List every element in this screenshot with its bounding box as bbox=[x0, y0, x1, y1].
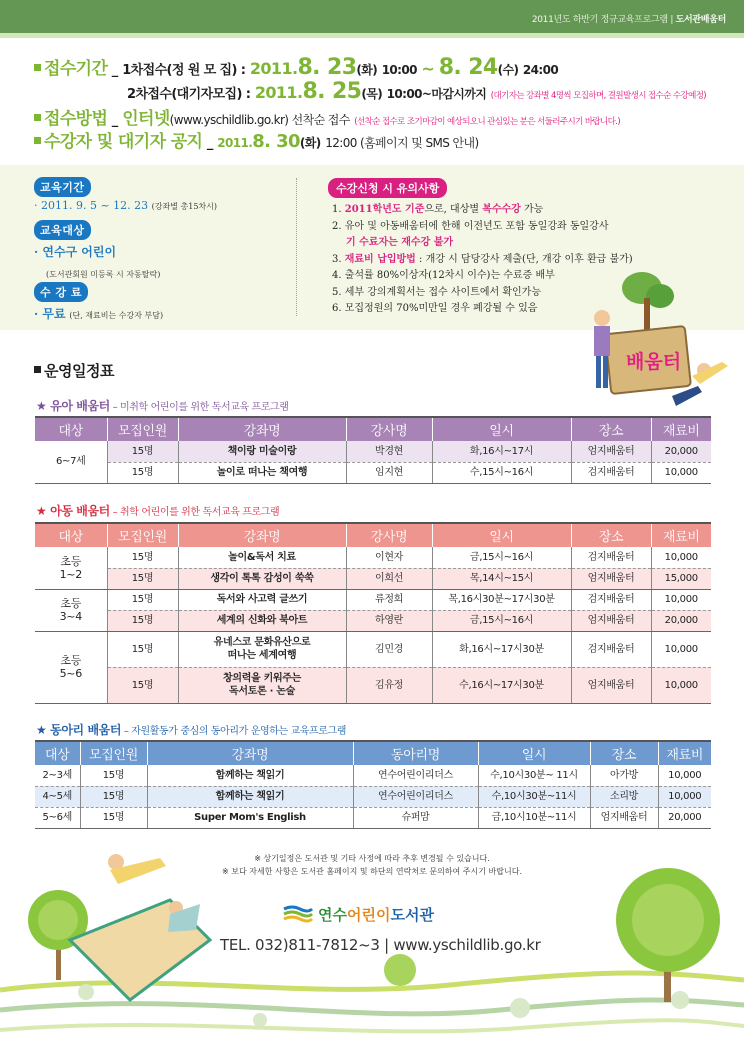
footer-note: ※ 상기일정은 도서관 및 기타 사정에 따라 추후 변경될 수 있습니다. bbox=[254, 854, 490, 863]
count-cell: 15명 bbox=[107, 631, 178, 667]
rule-highlight: 복수수강 bbox=[482, 204, 521, 215]
second-date: 8. 25 bbox=[302, 79, 362, 104]
caption-separator: | bbox=[667, 15, 676, 25]
time-cell: 수,10시30분~ 11시 bbox=[478, 765, 590, 786]
method-label: 접수방법 bbox=[44, 109, 108, 129]
col-header: 대상 bbox=[35, 741, 80, 765]
col-header: 강사명 bbox=[346, 523, 432, 547]
place-cell: 아가방 bbox=[590, 765, 658, 786]
method-url: (www.yschildlib.go.kr) 선착순 접수 bbox=[169, 113, 350, 127]
target-group-cell: 4~5세 bbox=[35, 786, 80, 807]
infant-schedule-table bbox=[35, 416, 711, 484]
second-day: (목) bbox=[361, 87, 383, 101]
info-divider bbox=[296, 178, 297, 316]
col-header: 일시 bbox=[478, 741, 590, 765]
col-header: 강좌명 bbox=[178, 417, 346, 441]
fee-label: 수 강 료 bbox=[34, 282, 88, 302]
first-time: 10:00 bbox=[381, 63, 417, 77]
teacher-cell: 박경현 bbox=[346, 441, 432, 462]
rule-item bbox=[332, 235, 633, 252]
col-header: 모집인원 bbox=[107, 417, 178, 441]
time-cell: 목,14시~15시 bbox=[432, 568, 571, 589]
sign-text: 배움터 bbox=[626, 351, 682, 373]
first-end-time: 24:00 bbox=[522, 63, 559, 77]
second-round-label: 2차접수(대기자모집) : bbox=[127, 87, 251, 102]
second-time: 10:00~마감시까지 bbox=[386, 87, 487, 101]
rule-number: 5. bbox=[332, 286, 342, 298]
col-header: 모집인원 bbox=[80, 741, 147, 765]
edu-period-value: · 2011. 9. 5 ~ 12. 23 bbox=[34, 199, 149, 212]
infant-subtitle: – 미취학 어린이를 위한 독서교육 프로그램 bbox=[109, 402, 289, 413]
second-note: (대기자는 강좌별 4명씩 모집하며, 결원발생시 접수순 수강예정) bbox=[490, 91, 707, 101]
col-header: 대상 bbox=[35, 523, 107, 547]
course-cell: 놀이&독서 치료 bbox=[178, 547, 346, 568]
rule-item bbox=[332, 202, 633, 219]
target-note-text: (도서관회원 미등록 시 자동탈락) bbox=[46, 270, 161, 279]
club-cell: 연수어린이리더스 bbox=[353, 765, 478, 786]
infant-title: ★ 유아 배움터 bbox=[36, 399, 110, 413]
place-cell: 엄지배움터 bbox=[571, 667, 651, 703]
fee-cell: 10,000 bbox=[658, 786, 711, 807]
fee-note: (단, 재료비는 수강자 부담) bbox=[69, 311, 164, 320]
notice-detail: 12:00 (홈페이지 및 SMS 안내) bbox=[325, 136, 479, 150]
rule-number: 1. bbox=[332, 204, 342, 215]
col-header: 강사명 bbox=[346, 417, 432, 441]
table-row bbox=[35, 462, 711, 483]
fee-cell: 20,000 bbox=[658, 807, 711, 828]
teacher-cell: 이희선 bbox=[346, 568, 432, 589]
count-cell: 15명 bbox=[107, 667, 178, 703]
schedule-title-text: 운영일정표 bbox=[44, 362, 114, 380]
logo-text-1: 연수 bbox=[318, 906, 347, 924]
col-header: 일시 bbox=[432, 417, 571, 441]
rule-text: 으로, 대상별 bbox=[424, 204, 483, 215]
group-line: 초등 bbox=[60, 597, 82, 610]
rule-highlight: 2011학년도 기준 bbox=[344, 204, 425, 215]
place-cell: 엄지배움터 bbox=[571, 568, 651, 589]
time-cell: 수,16시~17시30분 bbox=[432, 667, 571, 703]
course-cell: 책이랑 미술이랑 bbox=[178, 441, 346, 462]
baeumteo-sign-illustration bbox=[572, 268, 744, 418]
fee-badge bbox=[34, 281, 88, 302]
separator: _ bbox=[206, 136, 213, 151]
table-row bbox=[35, 610, 711, 631]
col-header: 장소 bbox=[571, 523, 651, 547]
notice-row bbox=[34, 127, 479, 152]
table-row bbox=[35, 568, 711, 589]
separator: _ bbox=[111, 63, 118, 78]
place-cell: 검지배움터 bbox=[571, 462, 651, 483]
period-label: 접수기간 bbox=[44, 59, 108, 79]
contact-line: TEL. 032)811-7812~3 | www.yschildlib.go.kr bbox=[220, 936, 541, 954]
time-cell: 화,16시~17시 bbox=[432, 441, 571, 462]
target-group-cell: 5~6세 bbox=[35, 807, 80, 828]
teacher-cell: 하영란 bbox=[346, 610, 432, 631]
notice-date: 8. 30 bbox=[252, 131, 300, 152]
first-end-date: 8. 24 bbox=[438, 55, 498, 80]
count-cell: 15명 bbox=[107, 441, 178, 462]
registration-method-row bbox=[34, 104, 620, 129]
teacher-cell: 이현자 bbox=[346, 547, 432, 568]
course-cell: 놀이로 떠나는 책여행 bbox=[178, 462, 346, 483]
count-cell: 15명 bbox=[80, 786, 147, 807]
target-group-cell bbox=[35, 547, 107, 589]
teacher-cell: 김유정 bbox=[346, 667, 432, 703]
footer-notes bbox=[0, 852, 744, 878]
edu-period-badge bbox=[34, 176, 91, 197]
col-header: 일시 bbox=[432, 523, 571, 547]
group-line: 3~4 bbox=[59, 610, 82, 623]
rule-item bbox=[332, 219, 633, 236]
count-cell: 15명 bbox=[107, 547, 178, 568]
bullet-square-icon bbox=[34, 114, 41, 121]
course-cell bbox=[178, 667, 346, 703]
fee-cell: 10,000 bbox=[651, 667, 711, 703]
fee-cell: 10,000 bbox=[651, 462, 711, 483]
tilde: ~ bbox=[421, 59, 435, 78]
first-round-label: 1차접수(정 원 모 집) : bbox=[122, 63, 246, 78]
target-group-cell: 6~7세 bbox=[35, 441, 107, 483]
group-line: 초등 bbox=[60, 654, 82, 667]
rule-highlight: 재료비 납입방법 bbox=[344, 253, 416, 265]
notice-label: 수강자 및 대기자 공지 bbox=[44, 132, 203, 152]
method-value: 인터넷 bbox=[122, 109, 170, 129]
edu-period-label: 교육기간 bbox=[34, 177, 91, 197]
table-header-row bbox=[35, 417, 711, 441]
place-cell: 검지배움터 bbox=[571, 631, 651, 667]
course-cell: 생각이 톡톡 감성이 쑥쑥 bbox=[178, 568, 346, 589]
method-note: (선착순 접수로 조기마감이 예상되오니 관심있는 분은 서둘러주시기 바랍니다.) bbox=[354, 117, 621, 127]
program-caption: 2011년도 하반기 정규교육프로그램 bbox=[531, 15, 668, 25]
place-cell: 소리방 bbox=[590, 786, 658, 807]
second-year: 2011. bbox=[254, 83, 303, 102]
logo-text-2: 어린이 bbox=[346, 906, 391, 924]
course-cell: 독서와 사고력 글쓰기 bbox=[178, 589, 346, 610]
col-header: 강좌명 bbox=[178, 523, 346, 547]
fee-cell: 20,000 bbox=[651, 610, 711, 631]
club-cell: 연수어린이리더스 bbox=[353, 786, 478, 807]
count-cell: 15명 bbox=[107, 589, 178, 610]
fee-cell: 10,000 bbox=[651, 547, 711, 568]
table-row bbox=[35, 667, 711, 703]
separator: _ bbox=[111, 113, 118, 128]
col-header: 강좌명 bbox=[147, 741, 353, 765]
header-band-accent bbox=[0, 33, 744, 38]
count-cell: 15명 bbox=[80, 807, 147, 828]
group-line: 초등 bbox=[60, 554, 82, 568]
club-subtitle: – 자원활동가 중심의 동아리가 운영하는 교육프로그램 bbox=[121, 726, 347, 737]
bullet-square-icon bbox=[34, 137, 41, 144]
club-title: ★ 동아리 배움터 bbox=[36, 723, 122, 737]
course-cell: 함께하는 책읽기 bbox=[147, 786, 353, 807]
target-label: 교육대상 bbox=[34, 220, 91, 240]
count-cell: 15명 bbox=[107, 610, 178, 631]
logo-text-3: 도서관 bbox=[390, 906, 434, 924]
rule-text: : 개강 시 담당강사 제출(단, 개강 이후 환급 불가) bbox=[415, 253, 633, 265]
target-group-cell bbox=[35, 631, 107, 703]
group-line: 1~2 bbox=[59, 567, 82, 581]
notice-day: (화) bbox=[299, 136, 321, 150]
edu-period-row bbox=[34, 199, 217, 212]
time-cell: 금,10시10분~11시 bbox=[478, 807, 590, 828]
time-cell: 수,10시30분~11시 bbox=[478, 786, 590, 807]
rule-text: 모집정원의 70%미만일 경우 폐강될 수 있음 bbox=[344, 303, 538, 314]
child-title: ★ 아동 배움터 bbox=[36, 504, 110, 518]
rule-highlight: 기 수료자는 재수강 불가 bbox=[346, 237, 454, 248]
fee-cell: 10,000 bbox=[651, 631, 711, 667]
table-header-row bbox=[35, 523, 711, 547]
first-end-day: (수) bbox=[497, 63, 519, 77]
fee-value: · 무료 bbox=[34, 307, 66, 321]
rules-badge bbox=[328, 177, 447, 198]
col-header: 동아리명 bbox=[353, 741, 478, 765]
rule-text: 출석률 80%이상자(12차시 이수)는 수료증 배부 bbox=[344, 270, 555, 281]
course-cell: 함께하는 책읽기 bbox=[147, 765, 353, 786]
rule-text: 세부 강의계획서는 접수 사이트에서 확인가능 bbox=[344, 286, 541, 298]
library-caption: 도서관배움터 bbox=[675, 15, 726, 25]
rules-title: 수강신청 시 유의사항 bbox=[328, 178, 447, 198]
first-day: (화) bbox=[356, 63, 378, 77]
footer-note: ※ 보다 자세한 사항은 도서관 홈페이지 및 하단의 연락처로 문의하여 주시기 바랍니다. bbox=[222, 867, 522, 876]
fee-cell: 20,000 bbox=[651, 441, 711, 462]
teacher-cell: 임지현 bbox=[346, 462, 432, 483]
child-section-header bbox=[36, 502, 279, 519]
col-header: 재료비 bbox=[658, 741, 711, 765]
registration-period-row bbox=[34, 54, 558, 80]
rule-number: 2. bbox=[332, 220, 342, 232]
course-line: 창의력을 키워주는 bbox=[222, 673, 302, 684]
first-date: 8. 23 bbox=[297, 55, 357, 80]
table-row bbox=[35, 441, 711, 462]
table-row bbox=[35, 807, 711, 828]
place-cell: 검지배움터 bbox=[571, 589, 651, 610]
table-row bbox=[35, 547, 711, 568]
time-cell: 화,16시~17시30분 bbox=[432, 631, 571, 667]
count-cell: 15명 bbox=[107, 568, 178, 589]
table-header-row bbox=[35, 741, 711, 765]
rule-number: 6. bbox=[332, 303, 342, 314]
edu-period-note: (강좌별 총15차시) bbox=[151, 202, 218, 211]
bullet-square-icon bbox=[34, 64, 41, 71]
place-cell: 엄지배움터 bbox=[571, 610, 651, 631]
teacher-cell: 김민경 bbox=[346, 631, 432, 667]
club-schedule-table bbox=[35, 740, 711, 829]
table-row bbox=[35, 589, 711, 610]
schedule-title bbox=[34, 360, 114, 381]
rule-text: 유아 및 아동배움터에 한해 이전년도 포함 동일강좌 동일강사 bbox=[344, 220, 609, 232]
course-line: 독서토론 · 논술 bbox=[228, 686, 296, 697]
col-header: 재료비 bbox=[651, 523, 711, 547]
child-schedule-table bbox=[35, 522, 711, 704]
place-cell: 엄지배움터 bbox=[571, 441, 651, 462]
table-row bbox=[35, 765, 711, 786]
time-cell: 금,15시~16시 bbox=[432, 547, 571, 568]
target-value bbox=[34, 243, 116, 260]
course-cell: 세계의 신화와 북아트 bbox=[178, 610, 346, 631]
logo-wave-icon bbox=[282, 905, 314, 923]
count-cell: 15명 bbox=[107, 462, 178, 483]
time-cell: 목,16시30분~17시30분 bbox=[432, 589, 571, 610]
target-group-cell bbox=[35, 589, 107, 631]
notice-year: 2011. bbox=[217, 136, 253, 150]
col-header: 장소 bbox=[590, 741, 658, 765]
table-row bbox=[35, 631, 711, 667]
rule-number: 4. bbox=[332, 270, 342, 281]
club-cell: 슈퍼맘 bbox=[353, 807, 478, 828]
col-header: 장소 bbox=[571, 417, 651, 441]
header-caption bbox=[532, 12, 726, 25]
rule-text: 가능 bbox=[520, 204, 544, 215]
rule-number: 3. bbox=[332, 253, 342, 265]
table-row bbox=[35, 786, 711, 807]
first-year: 2011. bbox=[249, 59, 298, 78]
count-cell: 15명 bbox=[80, 765, 147, 786]
child-subtitle: – 취학 어린이를 위한 독서교육 프로그램 bbox=[109, 507, 280, 518]
target-group-cell: 2~3세 bbox=[35, 765, 80, 786]
bullet-square-icon bbox=[34, 366, 41, 373]
club-section-header bbox=[36, 721, 346, 738]
place-cell: 검지배움터 bbox=[571, 547, 651, 568]
target-text: · 연수구 어린이 bbox=[34, 245, 117, 259]
course-line: 떠나는 세계여행 bbox=[227, 650, 297, 661]
course-cell: Super Mom's English bbox=[147, 807, 353, 828]
col-header: 대상 bbox=[35, 417, 107, 441]
target-badge bbox=[34, 219, 91, 240]
time-cell: 금,15시~16시 bbox=[432, 610, 571, 631]
registration-second-row bbox=[127, 79, 706, 104]
time-cell: 수,15시~16시 bbox=[432, 462, 571, 483]
col-header: 모집인원 bbox=[107, 523, 178, 547]
fee-cell: 10,000 bbox=[651, 589, 711, 610]
course-line: 유네스코 문화유산으로 bbox=[213, 637, 311, 648]
target-note bbox=[46, 262, 160, 281]
infant-section-header bbox=[36, 397, 289, 414]
place-cell: 엄지배움터 bbox=[590, 807, 658, 828]
group-line: 5~6 bbox=[59, 667, 82, 680]
fee-cell: 15,000 bbox=[651, 568, 711, 589]
fee-row bbox=[34, 305, 163, 322]
course-cell bbox=[178, 631, 346, 667]
library-logo bbox=[282, 904, 434, 925]
fee-cell: 10,000 bbox=[658, 765, 711, 786]
col-header: 재료비 bbox=[651, 417, 711, 441]
teacher-cell: 류정희 bbox=[346, 589, 432, 610]
rule-item bbox=[332, 252, 633, 269]
